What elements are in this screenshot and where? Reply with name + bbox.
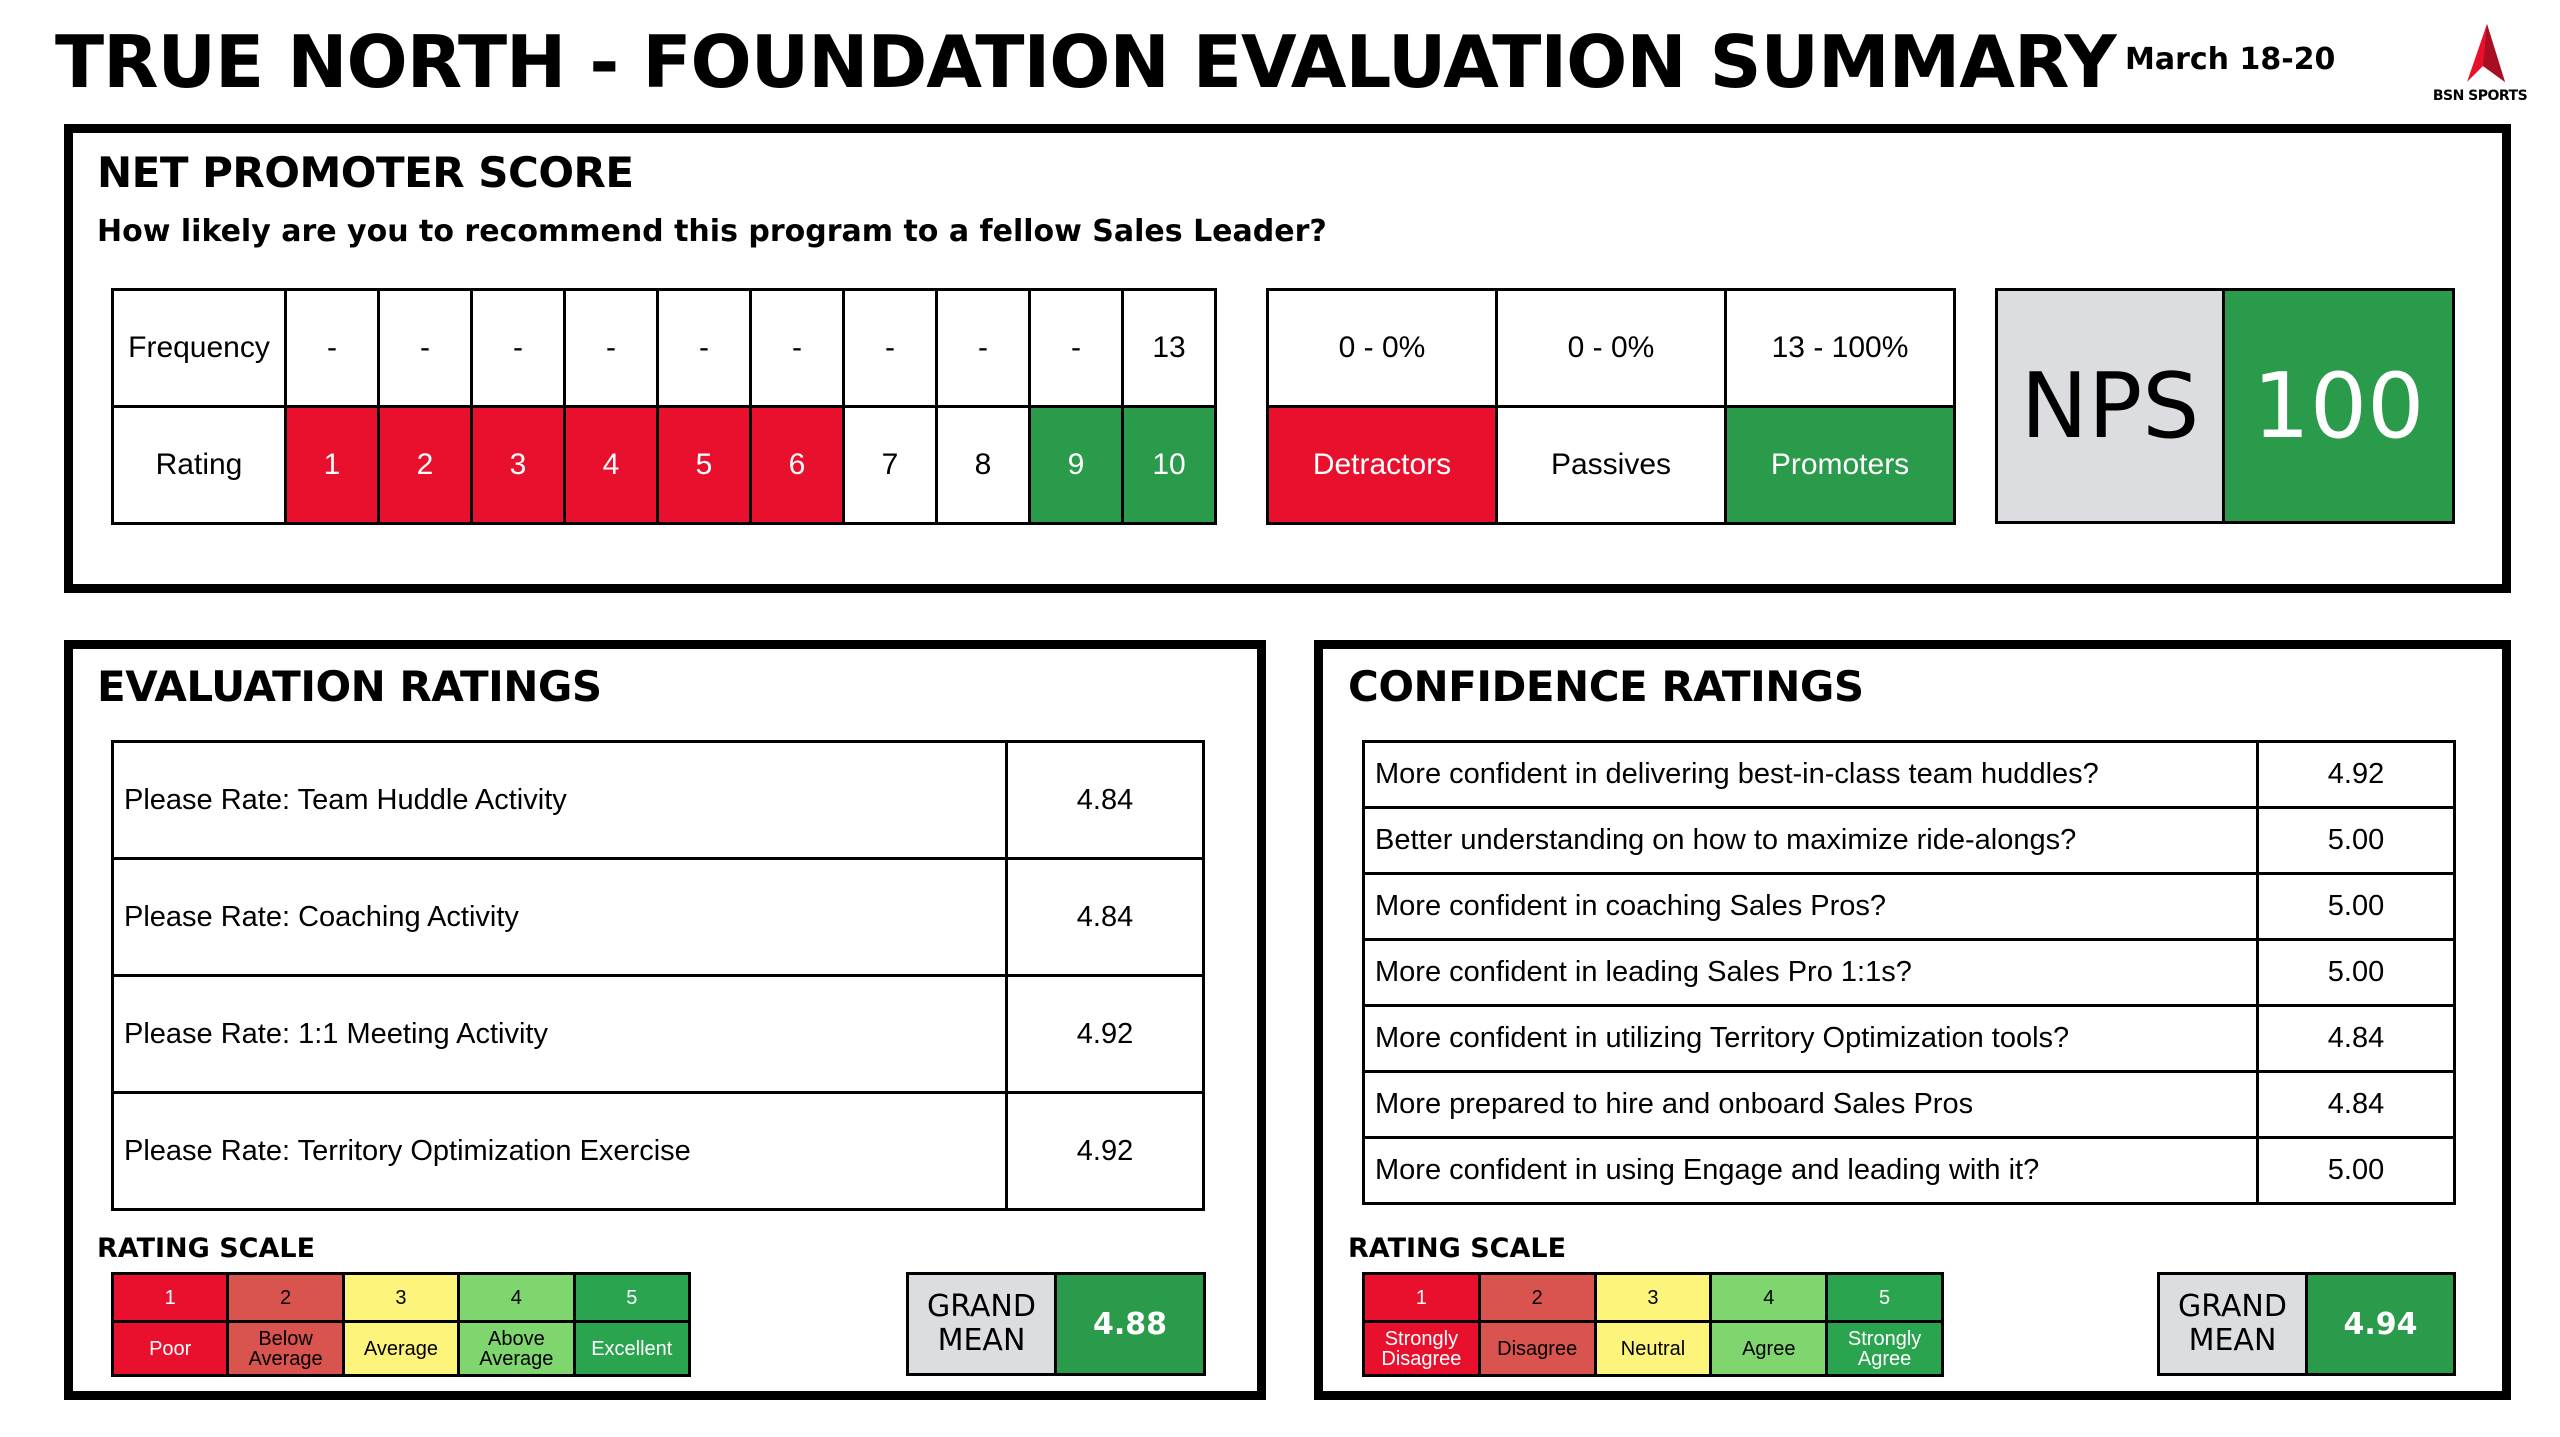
grand-mean-label: GRAND MEAN <box>2160 1275 2308 1373</box>
table-row <box>113 976 1204 1093</box>
scale-label: Disagree <box>1479 1322 1595 1376</box>
scale-label: Above Average <box>459 1322 574 1376</box>
scale-label: Strongly Agree <box>1827 1322 1943 1376</box>
rating-cell-detractor: 1 <box>286 407 379 524</box>
table-row <box>1364 808 2455 874</box>
promoters-count: 13 - 100% <box>1726 290 1955 407</box>
rating-cell-detractor: 5 <box>658 407 751 524</box>
frequency-cell: - <box>844 290 937 407</box>
confidence-score: 4.92 <box>2258 742 2455 808</box>
evaluation-table <box>111 740 1205 1211</box>
rating-cell-passive: 8 <box>937 407 1030 524</box>
category-label-row <box>1268 407 1955 524</box>
confidence-question: More confident in delivering best-in-class team huddles? <box>1364 742 2258 808</box>
logo-mark-icon <box>2425 20 2535 90</box>
confidence-question: More confident in leading Sales Pro 1:1s? <box>1364 940 2258 1006</box>
evaluation-score: 4.84 <box>1007 859 1204 976</box>
scale-number: 4 <box>1711 1274 1827 1322</box>
rating-cell-passive: 7 <box>844 407 937 524</box>
frequency-cell: - <box>286 290 379 407</box>
evaluation-score: 4.92 <box>1007 976 1204 1093</box>
confidence-score: 4.84 <box>2258 1006 2455 1072</box>
frequency-cell: 13 <box>1123 290 1216 407</box>
event-date: March 18-20 <box>2125 42 2336 77</box>
frequency-cell: - <box>565 290 658 407</box>
table-row <box>1364 874 2455 940</box>
page-title: TRUE NORTH - FOUNDATION EVALUATION SUMMARY <box>55 20 2116 104</box>
grand-mean-value: 4.88 <box>1057 1275 1203 1373</box>
evaluation-grand-mean <box>906 1272 1206 1376</box>
table-row <box>113 859 1204 976</box>
nps-value: 100 <box>2225 291 2452 521</box>
detractors-count: 0 - 0% <box>1268 290 1497 407</box>
scale-number: 3 <box>343 1274 458 1322</box>
rating-cell-detractor: 4 <box>565 407 658 524</box>
confidence-rating-scale <box>1362 1272 1944 1377</box>
scale-number-row <box>113 1274 690 1322</box>
confidence-question: More confident in utilizing Territory Optimization tools? <box>1364 1006 2258 1072</box>
table-row <box>1364 1072 2455 1138</box>
nps-frequency-table <box>111 288 1217 525</box>
evaluation-rating-scale <box>111 1272 691 1377</box>
frequency-cell: - <box>1030 290 1123 407</box>
rating-cell-promoter: 10 <box>1123 407 1216 524</box>
scale-label: Neutral <box>1595 1322 1711 1376</box>
frequency-row <box>113 290 1216 407</box>
frequency-cell: - <box>937 290 1030 407</box>
rating-cell-detractor: 2 <box>379 407 472 524</box>
nps-score-box <box>1995 288 2455 524</box>
scale-number: 2 <box>1479 1274 1595 1322</box>
passives-count: 0 - 0% <box>1497 290 1726 407</box>
evaluation-question: Please Rate: Territory Optimization Exercise <box>113 1093 1007 1210</box>
evaluation-question: Please Rate: 1:1 Meeting Activity <box>113 976 1007 1093</box>
evaluation-score: 4.84 <box>1007 742 1204 859</box>
confidence-table <box>1362 740 2456 1205</box>
scale-number: 5 <box>1827 1274 1943 1322</box>
scale-label: Strongly Disagree <box>1364 1322 1480 1376</box>
table-row <box>113 1093 1204 1210</box>
category-count-row <box>1268 290 1955 407</box>
evaluation-score: 4.92 <box>1007 1093 1204 1210</box>
confidence-scale-title: RATING SCALE <box>1348 1233 1567 1264</box>
rating-row <box>113 407 1216 524</box>
evaluation-question: Please Rate: Coaching Activity <box>113 859 1007 976</box>
confidence-score: 5.00 <box>2258 874 2455 940</box>
nps-question: How likely are you to recommend this program to a fellow Sales Leader? <box>97 214 1327 249</box>
frequency-cell: - <box>658 290 751 407</box>
detractors-label: Detractors <box>1268 407 1497 524</box>
table-row <box>1364 940 2455 1006</box>
evaluation-scale-title: RATING SCALE <box>97 1233 316 1264</box>
scale-number: 1 <box>113 1274 228 1322</box>
scale-label: Poor <box>113 1322 228 1376</box>
table-row <box>1364 1006 2455 1072</box>
confidence-heading: CONFIDENCE RATINGS <box>1348 662 1864 711</box>
scale-label-row <box>113 1322 690 1376</box>
evaluation-heading: EVALUATION RATINGS <box>97 662 602 711</box>
promoters-label: Promoters <box>1726 407 1955 524</box>
scale-label: Below Average <box>228 1322 343 1376</box>
confidence-score: 4.84 <box>2258 1072 2455 1138</box>
rating-cell-detractor: 6 <box>751 407 844 524</box>
scale-number: 2 <box>228 1274 343 1322</box>
scale-label: Average <box>343 1322 458 1376</box>
confidence-question: More confident in using Engage and leading with it? <box>1364 1138 2258 1204</box>
scale-number: 5 <box>574 1274 689 1322</box>
scale-number-row <box>1364 1274 1943 1322</box>
bsn-sports-logo <box>2425 20 2535 110</box>
confidence-score: 5.00 <box>2258 940 2455 1006</box>
confidence-score: 5.00 <box>2258 1138 2455 1204</box>
table-row <box>1364 742 2455 808</box>
scale-number: 4 <box>459 1274 574 1322</box>
confidence-question: More confident in coaching Sales Pros? <box>1364 874 2258 940</box>
scale-number: 3 <box>1595 1274 1711 1322</box>
scale-number: 1 <box>1364 1274 1480 1322</box>
confidence-score: 5.00 <box>2258 808 2455 874</box>
logo-wordmark: BSN SPORTS <box>2432 88 2528 104</box>
rating-cell-promoter: 9 <box>1030 407 1123 524</box>
scale-label-row <box>1364 1322 1943 1376</box>
nps-category-table <box>1266 288 1956 525</box>
nps-heading: NET PROMOTER SCORE <box>97 148 634 197</box>
passives-label: Passives <box>1497 407 1726 524</box>
grand-mean-value: 4.94 <box>2308 1275 2453 1373</box>
table-row <box>1364 1138 2455 1204</box>
confidence-question: Better understanding on how to maximize ride-alongs? <box>1364 808 2258 874</box>
confidence-grand-mean <box>2157 1272 2456 1376</box>
table-row <box>113 742 1204 859</box>
frequency-label: Frequency <box>113 290 286 407</box>
frequency-cell: - <box>751 290 844 407</box>
rating-cell-detractor: 3 <box>472 407 565 524</box>
frequency-cell: - <box>379 290 472 407</box>
nps-label: NPS <box>1998 291 2225 521</box>
evaluation-question: Please Rate: Team Huddle Activity <box>113 742 1007 859</box>
frequency-cell: - <box>472 290 565 407</box>
scale-label: Excellent <box>574 1322 689 1376</box>
confidence-question: More prepared to hire and onboard Sales Pros <box>1364 1072 2258 1138</box>
grand-mean-label: GRAND MEAN <box>909 1275 1057 1373</box>
rating-label: Rating <box>113 407 286 524</box>
scale-label: Agree <box>1711 1322 1827 1376</box>
